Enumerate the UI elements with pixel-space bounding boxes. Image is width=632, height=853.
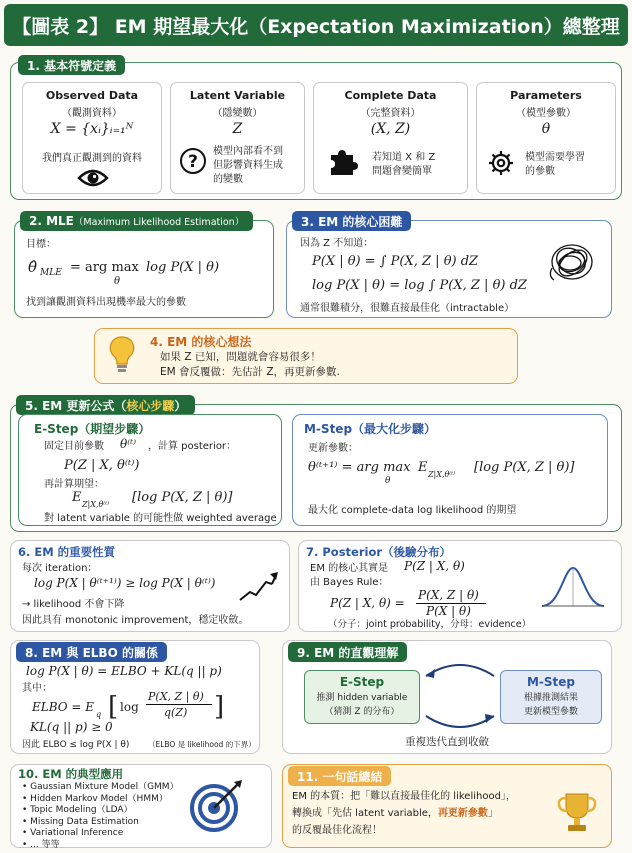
summary-line2 [292,807,498,821]
mstep-formula-e: E [418,460,428,475]
estep-line3: 對 latent variable 的可能性做 weighted average [44,513,277,524]
posterior-line2: 由 Bayes Rule： [310,577,389,588]
card-title: Latent Variable [189,89,286,102]
posterior-line3: （分子：joint probability，分母：evidence） [328,619,532,630]
card-title: Parameters [510,89,582,102]
intuition-estep-line1: 推測 hidden variable [316,693,408,703]
section-2-tag [20,211,253,231]
bell-curve-icon [540,564,606,610]
card-math: θ [541,121,551,137]
intuition-estep-title: E-Step [339,675,385,689]
elbo-formula2-sub: q [96,710,102,719]
tangle-icon [546,238,598,286]
estep-line1: 固定目前參數 [44,441,104,452]
elbo-formula1: log P(X | θ) = ELBO + KL(q || p) [26,664,222,678]
elbo-line2b: （ELBO 是 likelihood 的下界） [148,740,256,749]
difficulty-formula2: log P(X | θ) = log ∫ P(X, Z | θ) dZ [312,278,527,293]
card-latent-variable [170,82,305,194]
difficulty-desc: 通常很難積分，很難直接最佳化（intractable） [300,303,515,314]
summary-line3: 的反覆最佳化流程！ [292,825,382,836]
mle-formula-sub: MLE [40,268,62,278]
question-icon [179,147,207,175]
card-subtitle: （模型參數） [516,108,576,119]
section-8-tag: 8. EM 與 ELBO 的關係 [16,642,167,662]
page-title: 【圖表 2】 EM 期望最大化（Expectation Maximization）總整理 [4,4,628,46]
card-observed-data [22,82,162,194]
mstep-formula-sub: Z|X,θ⁽ᵗ⁾ [428,470,456,479]
puzzle-icon [328,147,358,177]
list-item: • Topic Modeling（LDA） [22,805,179,817]
properties-line1: 每次 iteration： [22,563,98,574]
posterior-line1-math: P(Z | X, θ) [404,559,465,573]
card-math: X = {xᵢ}ᵢ₌₁ᴺ [50,121,134,137]
section-5-tag-highlight: 核心步驟 [126,398,175,413]
section-11-tag: 11. 一句話總結 [288,766,391,786]
core-idea-title: 4. EM 的核心想法 [150,335,252,349]
list-item: • Gaussian Mixture Model（GMM） [22,782,179,794]
section-9-tag: 9. EM 的直觀理解 [288,642,407,662]
estep-title: E-Step（期望步驟） [34,422,151,436]
mstep-formula-under: θ [385,476,391,486]
card-subtitle: （觀測資料） [62,108,122,119]
section-2-tag-small: （Maximum Likelihood Estimation） [73,217,245,228]
properties-formula: log P(X | θ⁽ᵗ⁺¹⁾) ≥ log P(X | θ⁽ᵗ⁾) [34,576,216,590]
section-2-tag-main: 2. MLE [29,214,74,228]
estep-theta-t: θ⁽ᵗ⁾ [120,437,137,451]
estep-line1b: ，計算 posterior： [148,441,237,452]
properties-line3: 因此具有 monotonic improvement，穩定收斂。 [22,615,249,626]
intuition-mstep-line2: 更新模型參數 [523,707,578,717]
mstep-line2: 最大化 complete-data log likelihood 的期望 [308,505,517,516]
card-math: (X, Z) [370,121,411,137]
card-subtitle: （隱變數） [212,108,263,119]
estep-expectation-rest: [log P(X, Z | θ)] [132,490,233,505]
list-item: • Hidden Markov Model（HMM） [22,794,179,806]
estep-line2: 再計算期望： [44,479,104,490]
summary-line2c: 」 [487,808,498,819]
card-math: Z [232,121,243,137]
posterior-formula-den: P(X | θ) [426,604,471,618]
mle-desc: 找到讓觀測資料出現機率最大的參數 [26,297,186,308]
card-desc: 問題會變簡單 [372,166,432,177]
summary-line2a: 轉換成「先估 latent variable， [292,808,438,819]
target-icon [188,778,244,834]
posterior-formula-num: P(X, Z | θ) [418,588,479,602]
mle-formula-under: θ [114,276,121,287]
card-desc: 模型需要學習 [525,152,585,163]
card-desc: 的變數 [213,174,243,185]
core-idea-line2: EM 會反覆做：先估計 Z，再更新參數. [160,366,340,378]
card-desc: 若知道 X 和 Z [372,152,436,163]
intuition-mstep-line1: 根據推測結果 [523,693,578,703]
mstep-formula: θ⁽ᵗ⁺¹⁾ = arg max [308,460,411,475]
properties-line2: → likelihood 不會下降 [22,599,125,610]
estep-expectation-sub: Z|X,θ⁽ᵗ⁾ [82,500,110,509]
trend-up-icon [236,562,280,606]
mle-label: 目標： [26,239,56,250]
mle-formula-rhs: log P(X | θ) [146,260,220,275]
card-desc: 我們真正觀測到的資料 [42,153,142,164]
estep-expectation: E [72,490,82,505]
intuition-bottom: 重複迭代直到收斂 [405,736,489,748]
elbo-formula2-num: P(X, Z | θ) [148,690,204,703]
elbo-fraction-bar [146,704,212,705]
card-desc: 但影響資料生成 [213,160,283,171]
lightbulb-icon [108,335,136,375]
core-idea-line1: 如果 Z 已知，問題就會容易很多！ [160,351,321,363]
gear-icon [487,149,515,177]
card-parameters [476,82,616,194]
section-5-tag [16,395,195,415]
trophy-icon [556,790,598,834]
svg-text:?: ? [188,152,198,172]
elbo-formula3: KL(q || p) ≥ 0 [30,720,113,734]
section-3-tag: 3. EM 的核心困難 [292,211,411,231]
section-10-title: 10. EM 的典型應用 [18,767,124,781]
elbo-formula2-den: q(Z) [164,706,188,719]
card-title: Observed Data [45,89,139,102]
mstep-title: M-Step（最大化步驟） [304,422,437,436]
elbo-formula2a: ELBO = E [32,700,95,714]
eye-icon [77,167,109,189]
summary-line1: EM 的本質：把「難以直接最佳化的 likelihood」， [292,791,516,802]
difficulty-formula1: P(X | θ) = ∫ P(X, Z | θ) dZ [312,254,479,269]
elbo-line2: 因此 ELBO ≤ log P(X | θ) [22,740,130,750]
summary-line2-highlight: 再更新參數 [437,808,488,819]
list-item: • ... 等等 [22,840,179,852]
elbo-bracket-right: ] [214,692,225,722]
section-5-tag-end: ） [174,398,187,413]
cycle-arrows-icon [420,656,500,736]
posterior-formula-lhs: P(Z | X, θ) = [330,596,405,610]
card-subtitle: （完整資料） [360,108,421,119]
applications-list [22,782,179,851]
list-item: • Missing Data Estimation [22,817,179,829]
estep-posterior: P(Z | X, θ⁽ᵗ⁾) [64,458,140,473]
mle-formula-lhs: θ̂ [28,258,38,276]
card-title: Complete Data [344,89,437,102]
section-5-tag-main: 5. EM 更新公式（ [25,398,127,413]
elbo-line1: 其中： [22,683,52,694]
posterior-line1: EM 的核心其實是 [310,563,389,574]
section-7-title: 7. Posterior（後驗分布） [306,545,452,559]
card-desc: 模型內部看不到 [213,146,283,157]
list-item: • Variational Inference [22,828,179,840]
elbo-bracket-left: [ [108,692,119,722]
card-desc: 的參數 [525,166,555,177]
section-1-tag: 1. 基本符號定義 [18,55,125,75]
intuition-estep-line2: （猜測 Z 的分布） [324,707,400,717]
difficulty-line1: 因為 Z 不知道： [300,238,374,249]
card-complete-data [313,82,468,194]
mstep-line1: 更新參數： [308,443,358,454]
section-6-title: 6. EM 的重要性質 [18,545,116,559]
mstep-formula-end: [log P(X, Z | θ)] [474,460,575,475]
intuition-mstep-title: M-Step [526,675,576,689]
elbo-formula2-log: log [120,700,139,714]
mle-formula-mid: = arg max [70,260,139,275]
